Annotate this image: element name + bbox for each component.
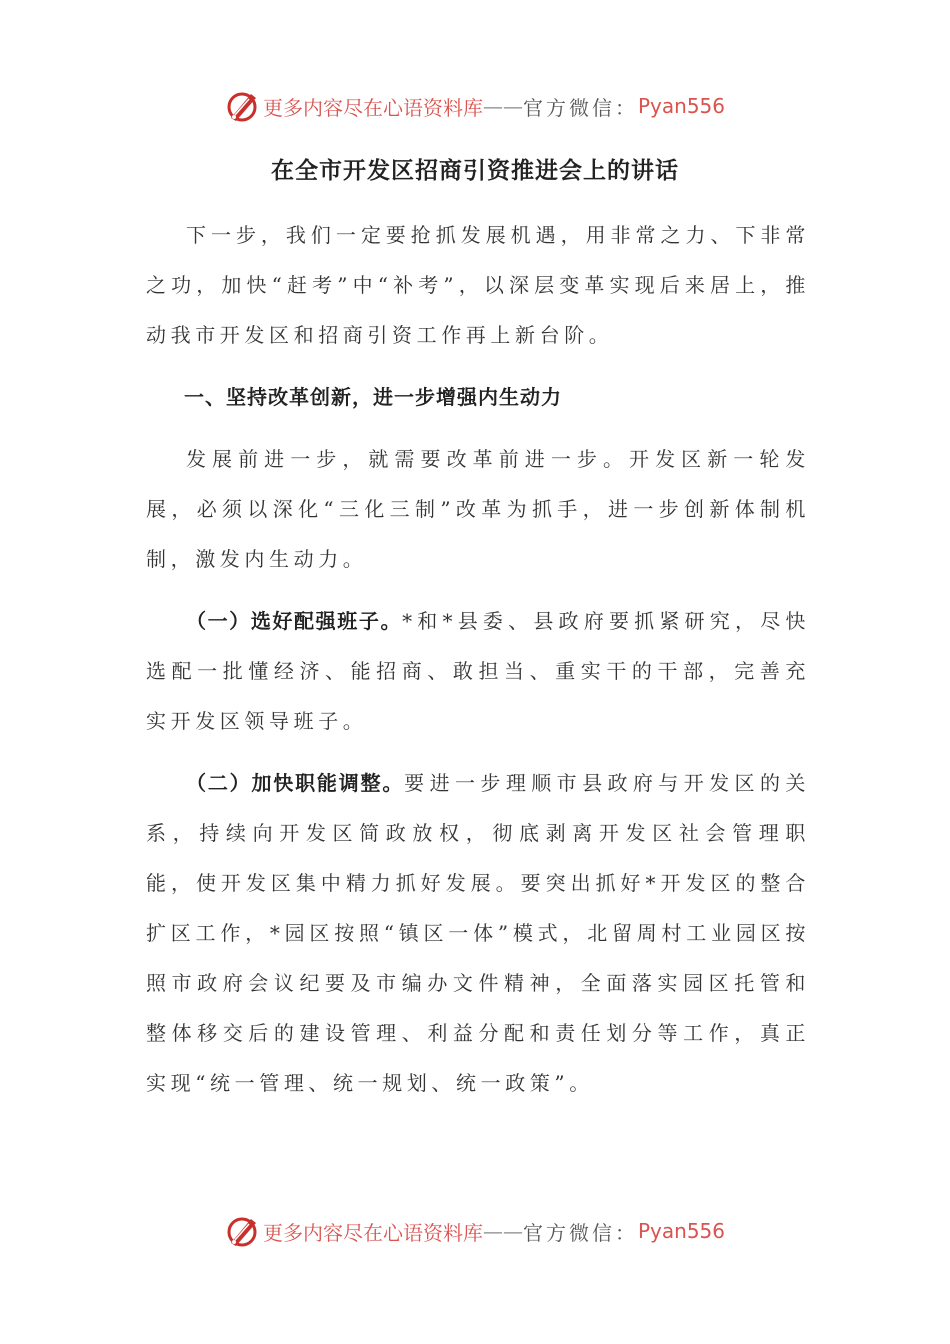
- intro-paragraph: 下一步，我们一定要抢抓发展机遇，用非常之力、下非常之功，加快“赶考”中“补考”，以深层变革实现后来居上，推动我市开发区和招商引资工作再上新台阶。: [146, 223, 810, 347]
- item2-paragraph: [146, 758, 810, 1108]
- document-title: 在全市开发区招商引资推进会上的讲话: [271, 158, 679, 184]
- item2-lead: （二）加快职能调整。: [186, 771, 405, 795]
- watermark-dash: ——: [482, 1219, 523, 1243]
- document-body: [146, 210, 810, 1120]
- watermark-dash: ——: [482, 94, 523, 118]
- watermark-brand: 更多内容尽在心语资料库: [262, 1220, 483, 1245]
- pen-logo-icon: [225, 88, 261, 124]
- item2-body: 要进一步理顺市县政府与开发区的关系，持续向开发区简政放权，彻底剥离开发区社会管理职能，使开发区集中精力抓好发展。要突出抓好*开发区的整合扩区工作，*园区按照“镇区一体”模式，北留周村工业园区按照市政府会议纪要及市编办文件精神，全面落实园区托管和整体移交后的建设管理、利益分配和责任划分等工作，真正实现“统一管理、统一规划、统一政策”。: [146, 771, 810, 1095]
- watermark-brand: 更多内容尽在心语资料库: [262, 95, 483, 120]
- section1-heading: 一、坚持改革创新，进一步增强内生动力: [184, 385, 562, 409]
- section1-paragraph: 发展前进一步，就需要改革前进一步。开发区新一轮发展，必须以深化“三化三制”改革为抓手，进一步创新体制机制，激发内生动力。: [146, 447, 810, 571]
- item1-body: *和*县委、县政府要抓紧研究，尽快选配一批懂经济、能招商、敢担当、重实干的干部，完善充实开发区领导班子。: [146, 609, 810, 733]
- watermark-wechat-label: 官方微信：: [522, 95, 638, 120]
- item1-lead: （一）选好配强班子。: [186, 609, 403, 633]
- watermark-wechat-id: Pyan556: [637, 1219, 725, 1243]
- watermark-wechat-label: 官方微信：: [522, 1220, 638, 1245]
- footer-watermark: [0, 1211, 950, 1251]
- item1-paragraph: [146, 596, 810, 746]
- pen-logo-icon: [225, 1213, 261, 1249]
- header-watermark: [0, 86, 950, 126]
- watermark-wechat-id: Pyan556: [637, 94, 725, 118]
